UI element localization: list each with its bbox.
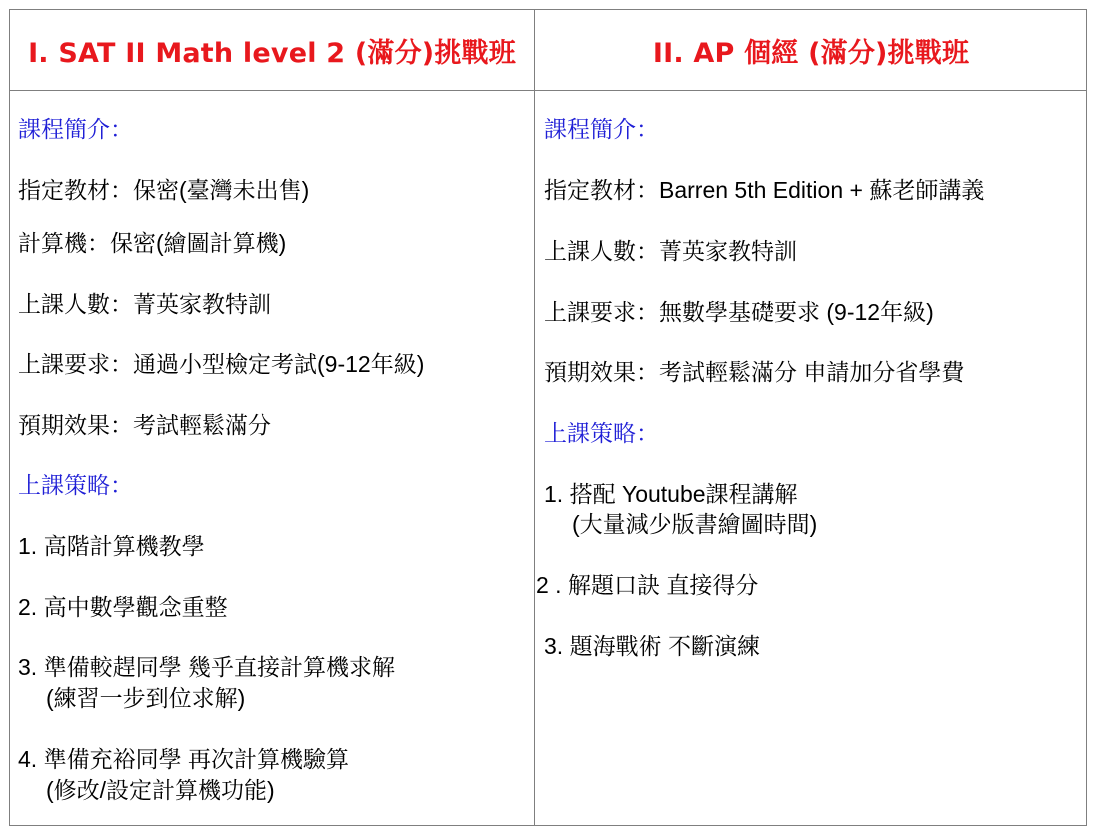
sat-textbook: 指定教材：保密(臺灣未出售): [18, 177, 310, 203]
sat-expected-result: 預期效果：考試輕鬆滿分: [18, 412, 271, 438]
ap-strategy-1: 1. 搭配 Youtube課程講解: [544, 481, 798, 507]
ap-course-title: II. AP 個經 (滿分)挑戰班: [652, 37, 970, 69]
ap-strategy-2: 2 . 解題口訣 直接得分: [536, 572, 759, 598]
sat-strategy-1: 1. 高階計算機教學: [18, 533, 205, 559]
sat-strategy-4-note: (修改/設定計算機功能): [46, 777, 275, 803]
sat-strategy-3: 3. 準備較趕同學 幾乎直接計算機求解: [18, 654, 395, 680]
ap-requirement: 上課要求：無數學基礎要求 (9-12年級): [544, 299, 934, 325]
ap-strategy-heading: 上課策略：: [544, 420, 659, 446]
ap-textbook: 指定教材：Barren 5th Edition + 蘇老師講義: [544, 177, 985, 203]
sat-calculator: 計算機：保密(繪圖計算機): [18, 230, 287, 256]
sat-strategy-heading: 上課策略：: [18, 472, 133, 498]
ap-strategy-1-note: (大量減少版書繪圖時間): [572, 511, 818, 537]
sat-strategy-3-note: (練習一步到位求解): [46, 685, 246, 711]
sat-course-title: I. SAT II Math level 2 (滿分)挑戰班: [28, 37, 516, 69]
sat-requirement: 上課要求：通過小型檢定考試(9-12年級): [18, 351, 425, 377]
ap-expected-result: 預期效果：考試輕鬆滿分 申請加分省學費: [544, 359, 965, 385]
sat-class-size: 上課人數：菁英家教特訓: [18, 291, 271, 317]
sat-strategy-2: 2. 高中數學觀念重整: [18, 594, 228, 620]
ap-intro-heading: 課程簡介：: [544, 116, 659, 142]
sat-strategy-4: 4. 準備充裕同學 再次計算機驗算: [18, 746, 349, 772]
column-divider: [534, 10, 535, 825]
sat-intro-heading: 課程簡介：: [18, 116, 133, 142]
ap-strategy-3: 3. 題海戰術 不斷演練: [544, 633, 760, 659]
ap-class-size: 上課人數：菁英家教特訓: [544, 238, 797, 264]
